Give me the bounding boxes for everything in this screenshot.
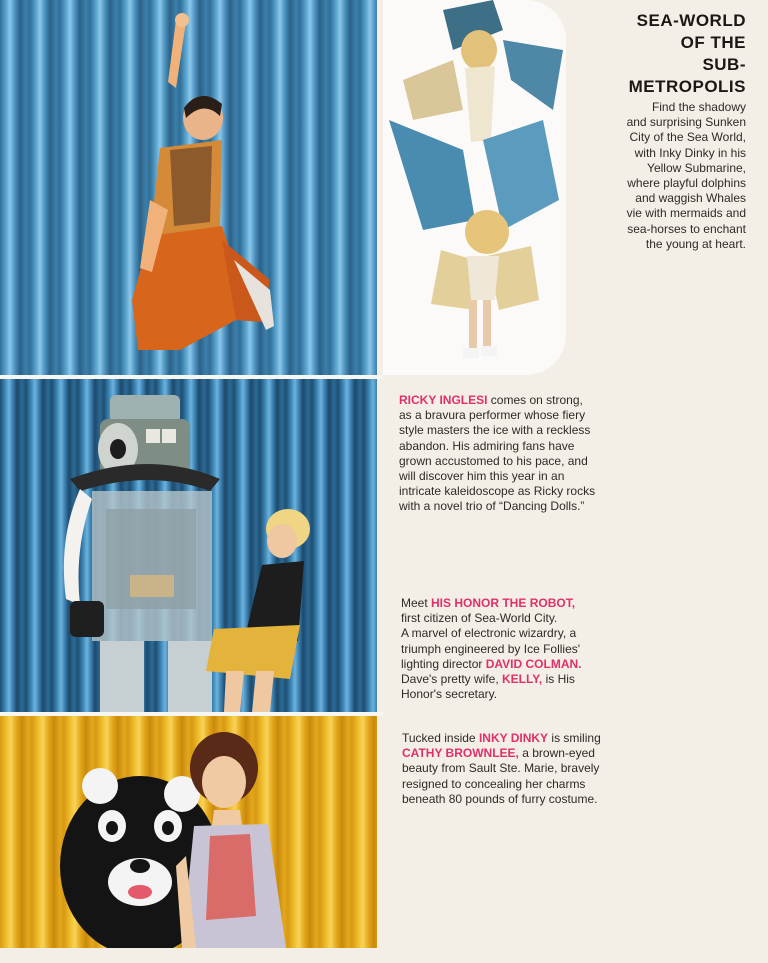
intro-line: and waggish Whales <box>635 191 746 206</box>
robot-line: first citizen of Sea-World City. <box>401 611 558 626</box>
cathy-line: a brown-eyed <box>518 746 595 761</box>
photo-bear <box>0 716 377 948</box>
inky-dinky-name: INKY DINKY <box>478 731 549 745</box>
robot-line: Honor's secretary. <box>401 687 498 702</box>
robot-line: lighting director <box>401 656 486 671</box>
cathy-line: is smiling <box>548 731 601 745</box>
robot-meet: Meet <box>401 596 432 610</box>
intro-paragraph <box>546 100 746 252</box>
title-line-2: OF THE <box>680 33 746 52</box>
ricky-line: intricate kaleidoscope as Ricky rocks <box>399 484 596 499</box>
ricky-line: as a bravura performer whose fiery <box>399 408 586 423</box>
intro-line: the young at heart. <box>645 236 746 251</box>
ricky-line: with a novel trio of “Dancing Dolls.” <box>399 499 585 514</box>
cathy-line: resigned to concealing her charms <box>402 776 586 791</box>
skater-figure <box>0 0 377 375</box>
ricky-line: style masters the ice with a reckless <box>399 423 591 438</box>
intro-line: Yellow Submarine, <box>647 160 746 175</box>
cathy-line: beneath 80 pounds of furry costume. <box>402 791 598 806</box>
ricky-line: abandon. His admiring fans have <box>399 438 575 453</box>
sea-creature-figures <box>383 0 566 375</box>
intro-line: and surprising Sunken <box>626 115 746 130</box>
cathy-caption <box>402 731 642 807</box>
director-name: DAVID COLMAN. <box>485 656 582 671</box>
intro-line: with Inky Dinky in his <box>634 145 746 160</box>
robot-line: triumph engineered by Ice Follies' <box>401 641 581 656</box>
ricky-line: will discover him this year in an <box>399 469 565 484</box>
title-line-1: SEA-WORLD <box>636 11 746 30</box>
ricky-name: RICKY INGLESI <box>399 393 488 407</box>
photo-sea-creatures <box>383 0 566 375</box>
title-line-3: SUB- <box>702 55 746 74</box>
cathy-line: Tucked inside <box>402 731 479 745</box>
robot-figure <box>0 379 377 712</box>
intro-line: where playful dolphins <box>627 176 746 191</box>
robot-line: Dave's pretty wife, <box>401 672 502 687</box>
robot-line: is His <box>542 672 575 687</box>
intro-line: City of the Sea World, <box>629 130 746 145</box>
ricky-line: comes on strong, <box>487 393 583 407</box>
ricky-line: grown accustomed to his pace, and <box>399 453 588 468</box>
wife-name: KELLY, <box>502 672 543 687</box>
robot-name: HIS HONOR THE ROBOT, <box>431 596 576 610</box>
intro-line: Find the shadowy <box>651 100 746 114</box>
page-title <box>576 10 746 98</box>
robot-caption <box>401 596 641 702</box>
title-line-4: METROPOLIS <box>628 77 746 96</box>
intro-line: sea-horses to enchant <box>627 221 746 236</box>
robot-line: A marvel of electronic wizardry, a <box>401 626 577 641</box>
cathy-name: CATHY BROWNLEE, <box>402 746 519 761</box>
cathy-line: beauty from Sault Ste. Marie, bravely <box>402 761 600 776</box>
photo-robot <box>0 379 377 712</box>
intro-line: vie with mermaids and <box>626 206 746 221</box>
ricky-caption <box>399 393 649 515</box>
photo-skater-jump <box>0 0 377 375</box>
bear-figure <box>0 716 377 948</box>
